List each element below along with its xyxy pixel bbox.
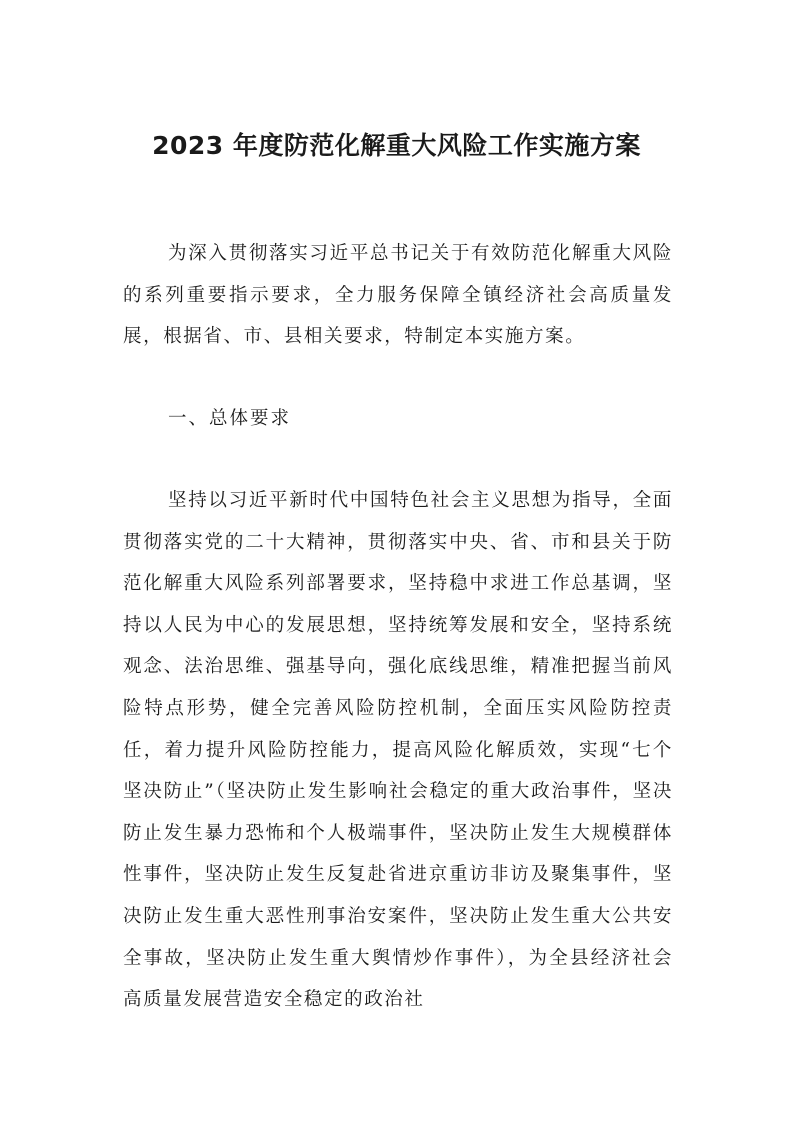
section-heading: 一、总体要求 xyxy=(168,408,292,429)
document-title: 2023 年度防范化解重大风险工作实施方案 xyxy=(152,131,641,160)
intro-paragraph: 为深入贯彻落实习近平总书记关于有效防范化解重大风险的系列重要指示要求，全力服务保障全镇经济社会高质量发展，根据省、市、县相关要求，特制定本实施方案。 xyxy=(123,243,673,348)
section-body-paragraph: 坚持以习近平新时代中国特色社会主义思想为指导，全面贯彻落实党的二十大精神，贯彻落实中央、省、市和县关于防范化解重大风险系列部署要求，坚持稳中求进工作总基调，坚持以人民为中心的发展思想，坚持统筹发展和安全，坚持系统观念、法治思维、强基导向，强化底线思维，精准把握当前风险特点形势，健全完善风险防控机制，全面压实风险防控责任，着力提升风险防控能力，提高风险化解质效，实现“七个坚决防止”（坚决防止发生影响社会稳定的重大政治事件，坚决防止发生暴力恐怖和个人极端事件，坚决防止发生大规模群体性事件，坚决防止发生反复赴省进京重访非访及聚集事件，坚决防止发生重大恶性刑事治安案件，坚决防止发生重大公共安全事故，坚决防止发生重大舆情炒作事件），为全县经济社会高质量发展营造安全稳定的政治社 xyxy=(123,490,673,1011)
